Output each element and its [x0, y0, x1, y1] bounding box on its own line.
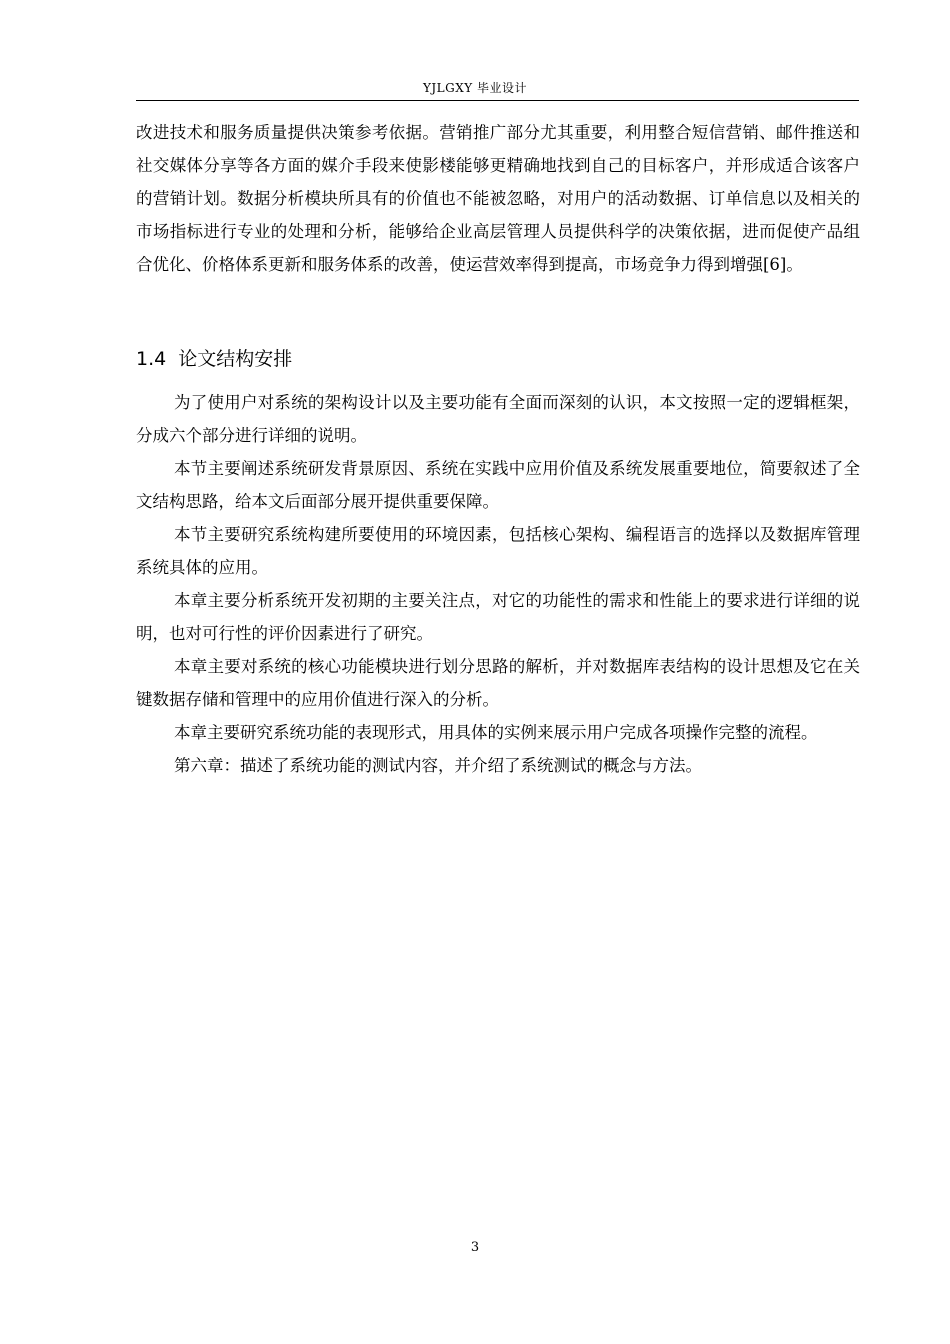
page-header-title: YJLGXY 毕业设计 [422, 81, 528, 95]
page-number: 3 [470, 1240, 480, 1255]
section-heading [136, 344, 292, 374]
section-body [136, 386, 860, 782]
header-divider [136, 100, 859, 101]
section-paragraph: 本节主要研究系统构建所要使用的环境因素，包括核心架构、编程语言的选择以及数据库管理系统具体的应用。 [136, 525, 860, 577]
section-paragraph: 第六章：描述了系统功能的测试内容，并介绍了系统测试的概念与方法。 [174, 756, 702, 775]
section-paragraph: 本节主要阐述系统研发背景原因、系统在实践中应用价值及系统发展重要地位，简要叙述了全文结构思路，给本文后面部分展开提供重要保障。 [136, 459, 860, 511]
section-paragraph: 本章主要对系统的核心功能模块进行划分思路的解析，并对数据库表结构的设计思想及它在关键数据存储和管理中的应用价值进行深入的分析。 [136, 657, 860, 709]
section-paragraph: 本章主要研究系统功能的表现形式，用具体的实例来展示用户完成各项操作完整的流程。 [174, 723, 818, 742]
section-paragraph: 本章主要分析系统开发初期的主要关注点，对它的功能性的需求和性能上的要求进行详细的说明，也对可行性的评价因素进行了研究。 [136, 591, 860, 643]
section-paragraph: 为了使用户对系统的架构设计以及主要功能有全面而深刻的认识，本文按照一定的逻辑框架，分成六个部分进行详细的说明。 [136, 393, 860, 445]
section-number: 1.4 [136, 348, 167, 370]
intro-paragraph: 改进技术和服务质量提供决策参考依据。营销推广部分尤其重要，利用整合短信营销、邮件推送和社交媒体分享等各方面的媒介手段来使影楼能够更精确地找到自己的目标客户，并形成适合该客户的营销计划。数据分析模块所具有的价值也不能被忽略，对用户的活动数据、订单信息以及相关的市场指标进行专业的处理和分析，能够给企业高层管理人员提供科学的决策依据，进而促使产品组合优化、价格体系更新和服务体系的改善，使运营效率得到提高，市场竞争力得到增强[6]。 [136, 123, 860, 274]
section-title: 论文结构安排 [178, 348, 293, 370]
